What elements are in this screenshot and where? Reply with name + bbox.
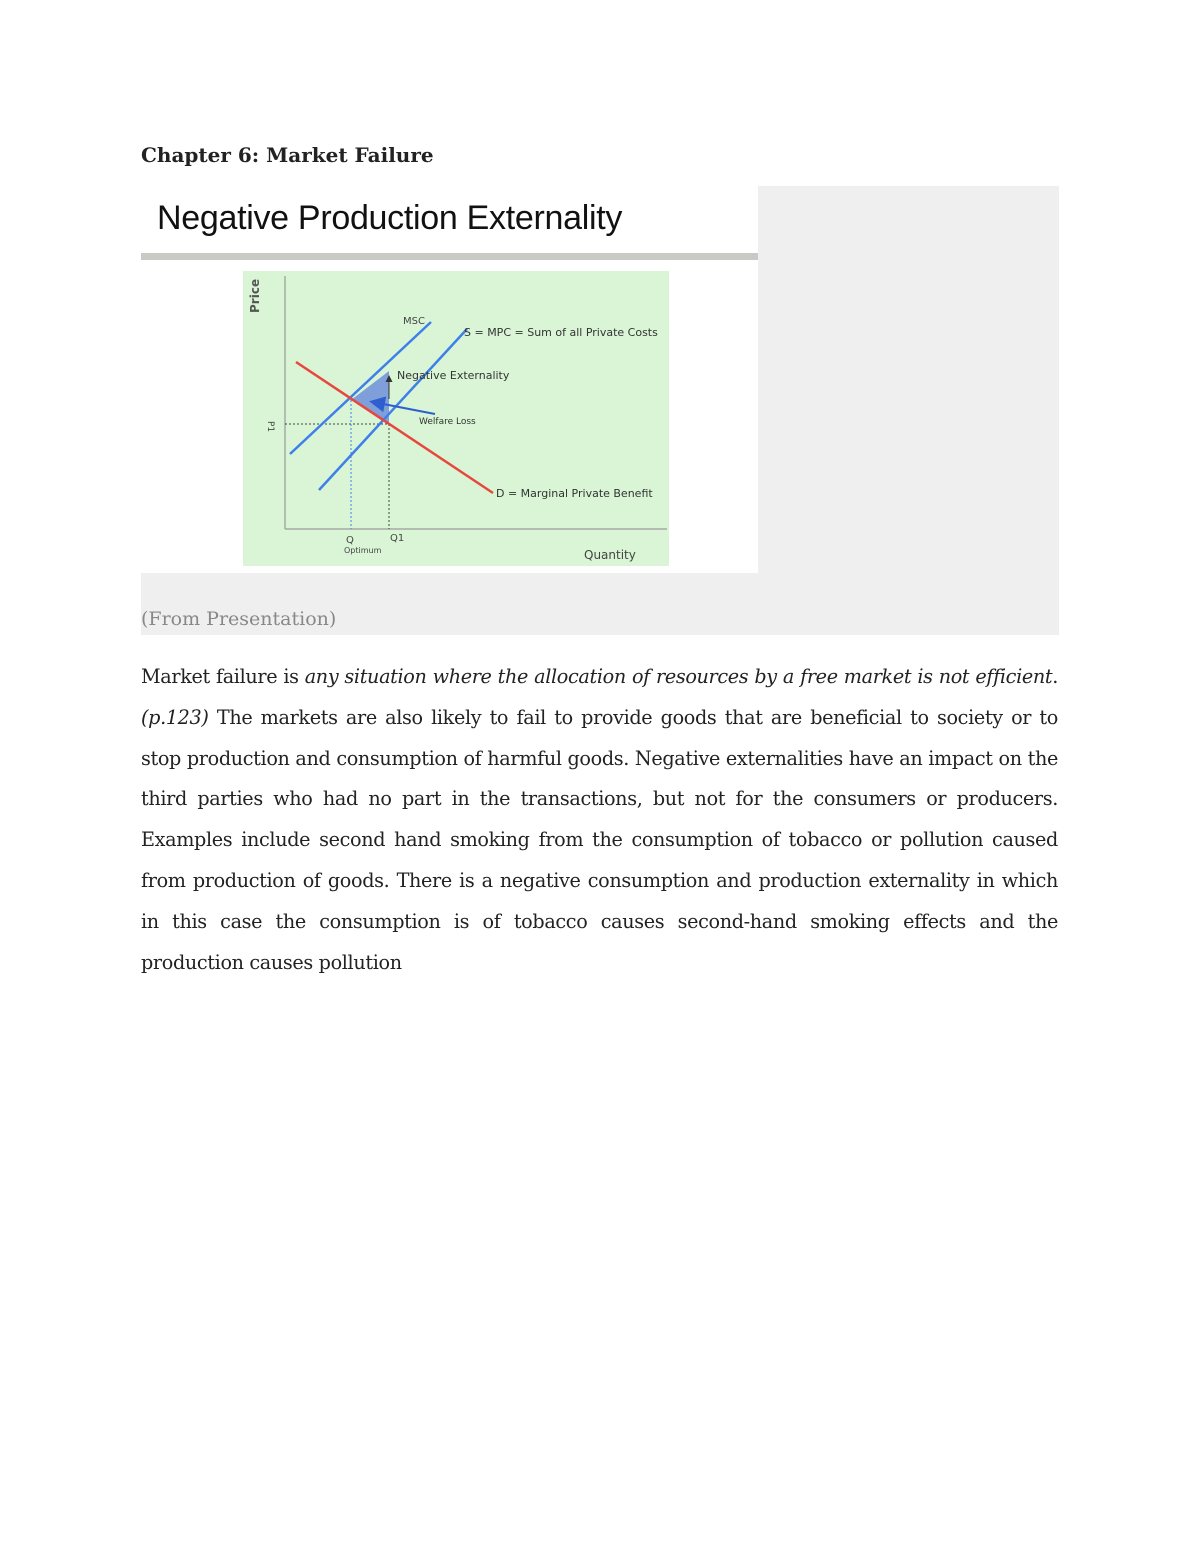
externality-diagram xyxy=(243,271,669,566)
figure-container xyxy=(141,186,1059,635)
slide-divider xyxy=(141,253,758,260)
page-reference: (p.123) xyxy=(141,705,209,729)
figure-caption: (From Presentation) xyxy=(141,608,337,630)
q-optimum-tick-label: Q xyxy=(346,535,354,546)
welfare-loss-label: Welfare Loss xyxy=(419,417,476,427)
demand-label: D = Marginal Private Benefit xyxy=(496,487,653,500)
y-axis-label: Price xyxy=(248,278,262,313)
q-optimum-sublabel: Optimum xyxy=(344,546,382,555)
body-paragraph xyxy=(141,657,1058,983)
page-heading: Chapter 6: Market Failure xyxy=(141,143,434,167)
msc-label: MSC xyxy=(403,316,425,327)
paragraph-text-3: The markets are also likely to fail to provide goods that are beneficial to society or to stop production and consumption of harmful goods. Negative externalities have an impact on the third parties who had no part in the transactions, but not for the consumers or producers. Examples include second hand smoking from the consumption of tobacco or pollution caused from production of goods. There is a negative consumption and production externality in which in this case the consumption is of tobacco causes second-hand smoking effects and the production causes pollution xyxy=(141,705,1058,974)
slide-title: Negative Production Externality xyxy=(157,199,623,237)
paragraph-text-2: . xyxy=(1052,665,1058,688)
negative-externality-label: Negative Externality xyxy=(397,369,510,382)
paragraph-text-1: Market failure is xyxy=(141,665,305,688)
x-axis-label: Quantity xyxy=(584,548,636,562)
q1-tick-label: Q1 xyxy=(390,533,405,544)
presentation-slide-image xyxy=(141,186,758,573)
supply-label: S = MPC = Sum of all Private Costs xyxy=(464,326,658,339)
p1-tick-label: P1 xyxy=(265,421,275,433)
definition-italic: any situation where the allocation of resources by a free market is not efficient xyxy=(304,665,1053,688)
